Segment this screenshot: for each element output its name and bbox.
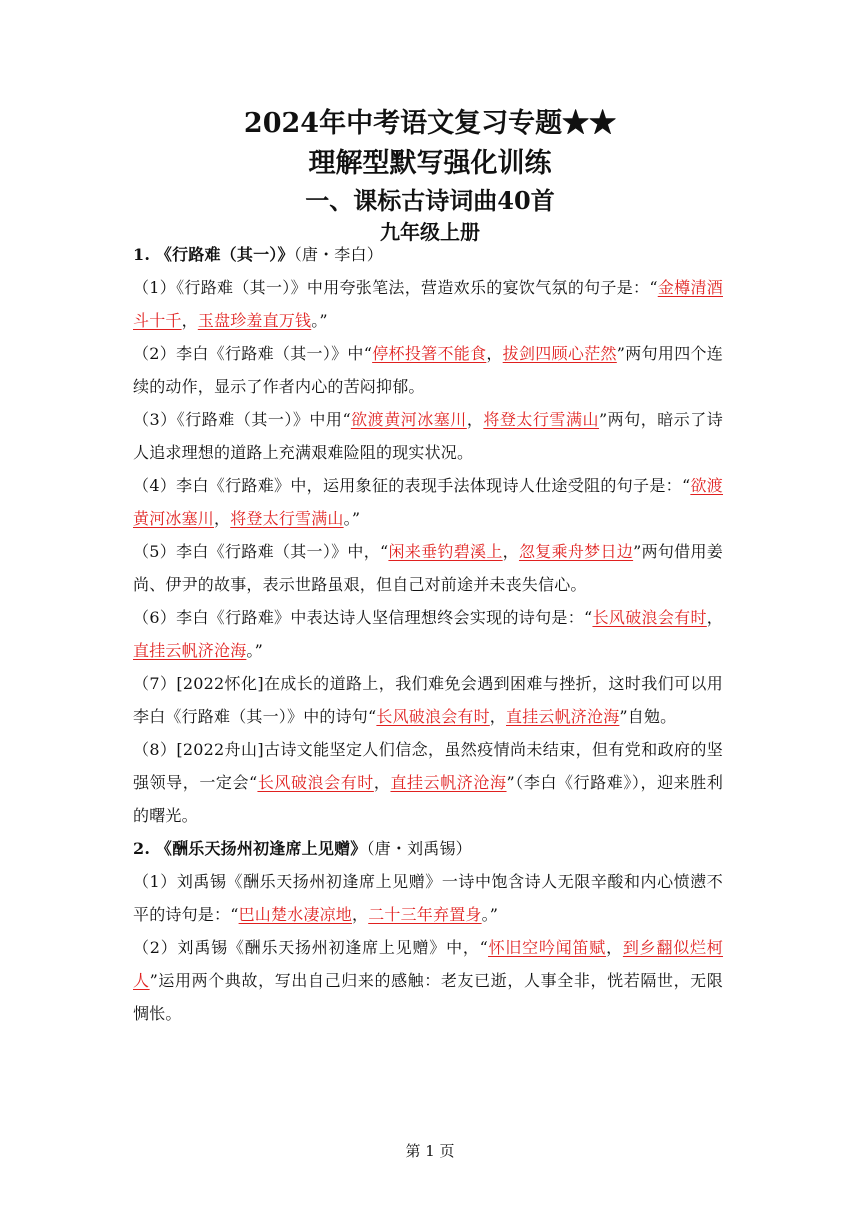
question-text: ， [214,509,231,528]
question-text: （5）李白《行路难（其一）》中，“ [133,542,389,561]
answer-text: 巴山楚水凄凉地 [238,905,352,924]
question-item [133,337,723,403]
question-text: 。” [246,641,263,660]
question-text: 。” [343,509,361,528]
poem-author: （唐・李白） [293,245,383,264]
question-text: 。” [481,905,499,924]
question-text: ， [181,311,198,330]
question-item [133,865,723,931]
question-item [133,403,723,469]
question-item [133,667,723,733]
poem-author: （唐・刘禹锡） [366,839,472,858]
question-text: （2）刘禹锡《酬乐天扬州初逢席上见赠》中，“ [133,938,489,957]
answer-text: 长风破浪会有时 [376,707,490,726]
answer-text: 直挂云帆济沧海 [390,773,507,792]
poem-title: 2. 《酬乐天扬州初逢席上见赠》 [133,839,367,858]
question-text: ”运用两个典故，写出自己归来的感触：老友已逝，人事全非，恍若隔世，无限惆怅。 [133,971,723,1023]
question-text: ， [706,608,723,627]
question-text: ， [486,344,503,363]
question-text: （2）李白《行路难（其一）》中“ [133,344,373,363]
page-number: 第 1 页 [405,1142,455,1160]
exercise-list [133,238,723,1030]
question-text: ”（李白《行路难》），迎来胜利的曙光。 [133,773,724,825]
question-text: ”两句，暗示了诗人追求理想的道路上充满艰难险阻的现实状况。 [133,410,724,462]
question-text: （4）李白《行路难》中，运用象征的表现手法体现诗人仕途受阻的句子是：“ [133,476,691,495]
question-text: ， [606,938,623,957]
question-text: （6）李白《行路难》中表达诗人坚信理想终会实现的诗句是：“ [133,608,593,627]
answer-text: 到乡翻似烂柯人 [133,938,724,990]
subsection-heading: 九年级上册 [380,220,480,244]
document-subtitle: 理解型默写强化训练 [308,148,552,179]
question-text: （8）[2022舟山]古诗文能坚定人们信念，虽然疫情尚未结束，但有党和政府的坚强领导，一定会“ [133,740,723,792]
answer-text: 玉盘珍羞直万钱 [197,311,312,330]
question-item [133,535,723,601]
answer-text: 忽复乘舟梦日边 [518,542,634,561]
answer-text: 将登太行雪满山 [230,509,344,528]
answer-text: 二十三年弃置身 [368,905,482,924]
answer-text: 直挂云帆济沧海 [506,707,620,726]
answer-text: 拔剑四顾心茫然 [502,344,617,363]
question-text: ， [489,707,506,726]
question-text: ， [352,905,369,924]
question-text: ， [502,542,519,561]
answer-text: 直挂云帆济沧海 [133,641,247,660]
question-text: （7）[2022怀化]在成长的道路上，我们难免会遇到困难与挫折，这时我们可以用李白《行路难（其一）》中的诗句“ [133,674,723,726]
question-item [133,733,723,832]
question-text: ”两句用四个连续的动作，显示了作者内心的苦闷抑郁。 [133,344,723,396]
question-text: 。” [311,311,328,330]
question-item [133,931,723,1030]
answer-text: 将登太行雪满山 [483,410,599,429]
question-text: （1）《行路难（其一）》中用夸张笔法，营造欢乐的宴饮气氛的句子是：“ [133,278,658,297]
question-text: ”两句借用姜尚、伊尹的故事，表示世路虽艰，但自己对前途并未丧失信心。 [133,542,723,594]
poem-title: 1. 《行路难（其一）》 [133,245,294,264]
answer-text: 长风破浪会有时 [592,608,707,627]
poem-heading [133,238,723,271]
question-text: ， [466,410,484,429]
answer-text: 闲来垂钓碧溪上 [388,542,503,561]
question-text: ， [373,773,391,792]
title-block [0,104,860,246]
answer-text: 停杯投箸不能食 [372,344,487,363]
question-item [133,271,723,337]
poem-heading [133,832,723,865]
question-text: ”自勉。 [619,707,677,726]
question-item [133,469,723,535]
answer-text: 欲渡黄河冰塞川 [350,410,467,429]
question-text: （3）《行路难（其一）》中用“ [133,410,351,429]
answer-text: 金樽清酒斗十千 [133,278,723,330]
question-text: （1）刘禹锡《酬乐天扬州初逢席上见赠》一诗中饱含诗人无限辛酸和内心愤懑不平的诗句是：“ [133,872,723,924]
answer-text: 长风破浪会有时 [257,773,374,792]
answer-text: 怀旧空吟闻笛赋 [488,938,607,957]
question-item [133,601,723,667]
document-title: 2024年中考语文复习专题★★ [243,108,617,139]
answer-text: 欲渡黄河冰塞川 [133,476,723,528]
section-heading: 一、课标古诗词曲40首 [305,186,555,215]
